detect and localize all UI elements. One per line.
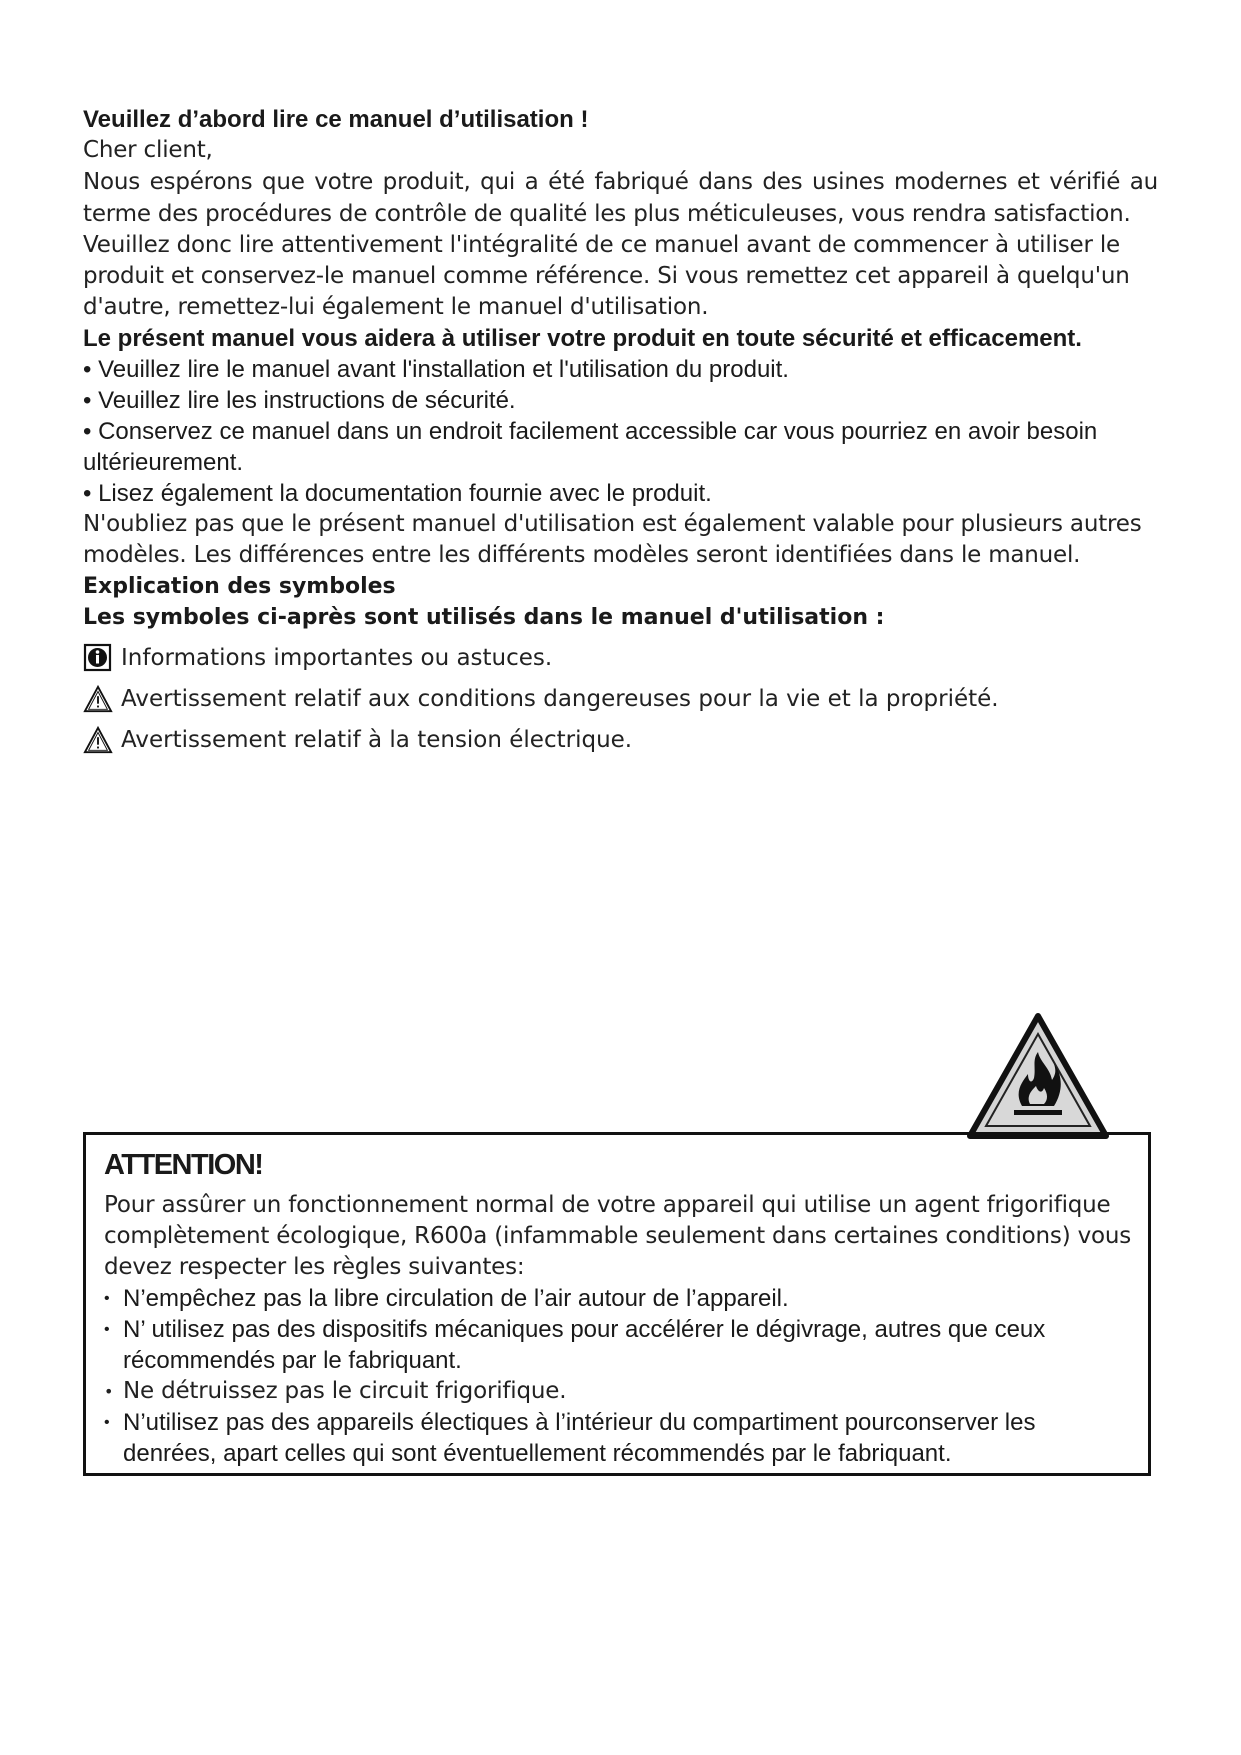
bullet-dot-icon: • xyxy=(104,1321,110,1338)
symbol-description: Informations importantes ou astuces. xyxy=(121,644,553,671)
bullet-dot-icon: • xyxy=(104,1382,114,1401)
info-icon xyxy=(83,643,113,673)
manual-heading: Veuillez d’abord lire ce manuel d’utilisation ! xyxy=(83,106,589,133)
warning-triangle-icon xyxy=(83,684,113,714)
symbol-row-info xyxy=(83,637,1158,678)
bullet-dot-icon: • xyxy=(104,1414,110,1431)
attention-title: ATTENTION! xyxy=(104,1149,263,1181)
warning-triangle-icon xyxy=(83,725,113,755)
attention-box xyxy=(83,1132,1151,1476)
symbols-title: Explication des symboles xyxy=(83,574,396,599)
bullet-item: • Veuillez lire le manuel avant l'installation et l'utilisation du produit. xyxy=(83,356,789,383)
read-manual-paragraph: Veuillez donc lire attentivement l'intégralité de ce manuel avant de commencer à utiliser le produit et conservez-le manuel comme référence. Si vous remettez cet appareil à quelqu'un d'autre, remettez-lui également le manuel d'utilisation. xyxy=(83,232,1130,320)
models-note: N'oubliez pas que le présent manuel d'utilisation est également valable pour plusieurs autres modèles. Les différences entre les différents modèles seront identifiées dans le manuel. xyxy=(83,511,1142,568)
symbols-subtitle: Les symboles ci-après sont utilisés dans le manuel d'utilisation : xyxy=(83,605,885,630)
symbol-description: Avertissement relatif aux conditions dangereuses pour la vie et la propriété. xyxy=(121,685,999,712)
intro-paragraph: Nous espérons que votre produit, qui a été fabriqué dans des usines modernes et vérifié au terme des procédures de contrôle de qualité les plus méticuleuses, vous rendra satisfaction. xyxy=(83,169,1158,227)
flammable-warning-icon xyxy=(966,1012,1110,1140)
bullet-item: • Conservez ce manuel dans un endroit facilement accessible car vous pourriez en avoir besoin ultérieurement. xyxy=(83,418,1098,476)
manual-page xyxy=(83,104,1158,760)
bullet-dot-icon: • xyxy=(104,1290,110,1307)
attention-bullet: • Ne détruissez pas le circuit frigorifique. xyxy=(104,1376,1132,1407)
attention-bullet: • N’ utilisez pas des dispositifs mécaniques pour accélérer le dégivrage, autres que ceux récommendés par le fabriquant. xyxy=(104,1316,1046,1374)
greeting: Cher client, xyxy=(83,137,213,163)
bullet-item: • Lisez également la documentation fournie avec le produit. xyxy=(83,480,712,507)
bullet-item: • Veuillez lire les instructions de sécurité. xyxy=(83,387,516,414)
symbol-row-danger xyxy=(83,678,1158,719)
symbol-description: Avertissement relatif à la tension électrique. xyxy=(121,726,633,753)
symbol-row-electric xyxy=(83,719,1158,760)
attention-bullet: • N’empêchez pas la libre circulation de l’air autour de l’appareil. xyxy=(104,1285,789,1312)
safety-statement: Le présent manuel vous aidera à utiliser votre produit en toute sécurité et efficacement. xyxy=(83,325,1082,352)
attention-bullet: • N’utilisez pas des appareils électiques à l’intérieur du compartiment pourconserver les denrées, apart celles qui sont éventuellement récommendés par le fabriquant. xyxy=(104,1409,1036,1467)
attention-intro: Pour assûrer un fonctionnement normal de votre appareil qui utilise un agent frigorifique complètement écologique, R600a (infammable seulement dans certaines conditions) vous devez respecter les règles suivantes: xyxy=(104,1192,1132,1280)
